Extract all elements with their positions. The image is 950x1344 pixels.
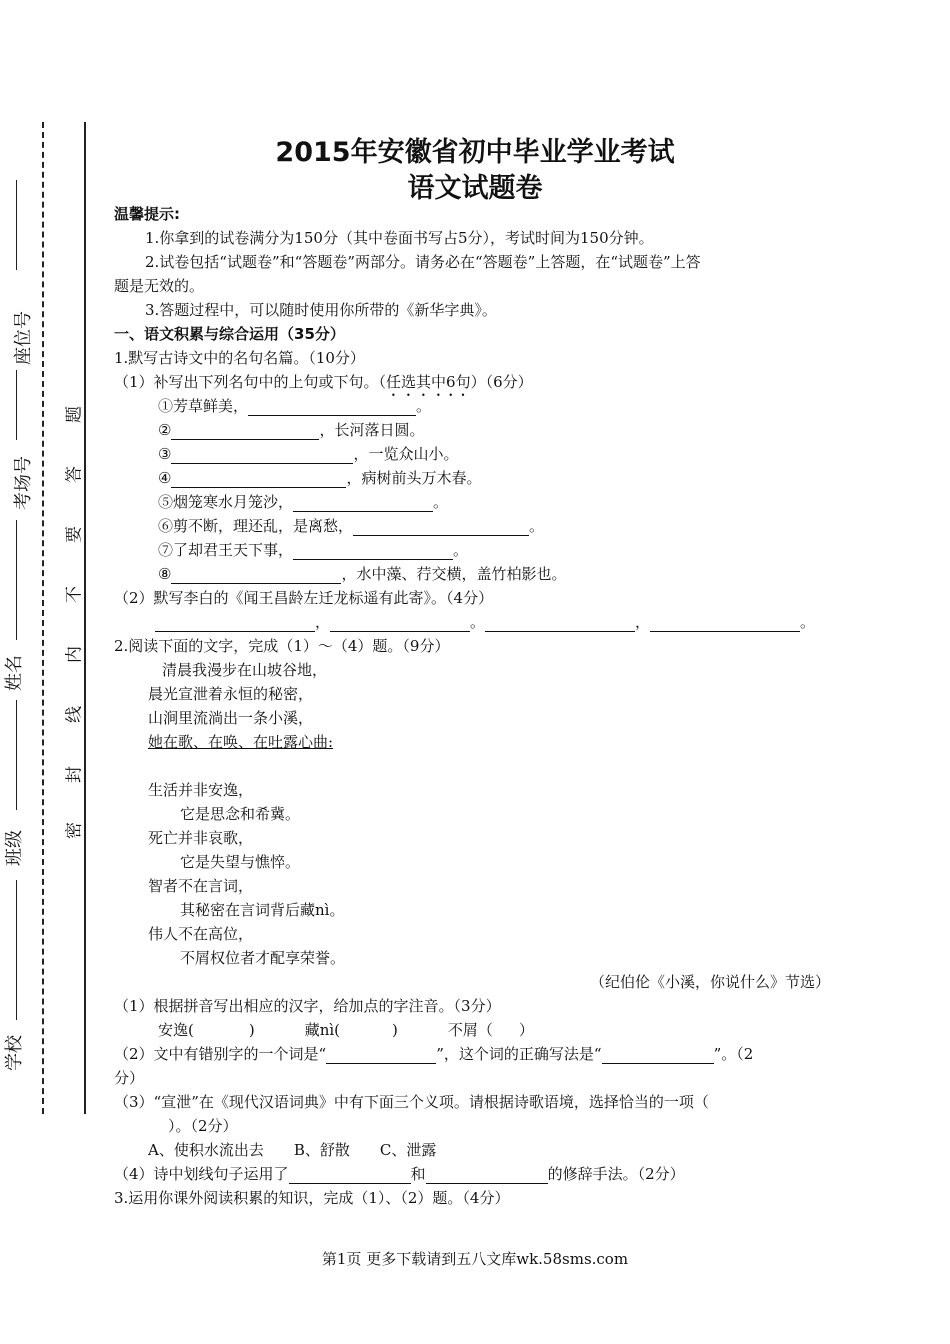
class-blank [16,700,17,810]
seal-char: 内 [64,646,85,663]
fill-line-4: ④ ，病树前头万木春。 [158,469,482,487]
tip-1: 1.你拿到的试卷满分为150分（其中卷面书写占5分），考试时间为150分钟。 [145,229,654,247]
question-2-2: （2）文中有错别字的一个词是“ ”，这个词的正确写法是“ ”。（2 [114,1045,754,1063]
answer-blank[interactable] [293,543,453,561]
name-blank [16,520,17,640]
answer-blank[interactable] [330,615,470,633]
answer-blank[interactable] [289,1167,411,1185]
poem-line: 它是失望与憔悴。 [180,853,301,871]
tip-2-cont: 题是无效的。 [114,277,205,295]
poem-line-underlined: 她在歌、在唤、在吐露心曲: [148,733,334,751]
school-label: 学校 [4,1035,25,1071]
poem-line: 死亡并非哀歌， [148,829,254,847]
class-label: 班级 [4,830,25,866]
poem-line: 其秘密在言词背后藏nì。 [180,901,345,919]
answer-blank[interactable] [248,399,416,417]
question-1: 1.默写古诗文中的名句名篇。（10分） [114,349,365,367]
question-2-3-options: A、使积水流出去 B、舒散 C、泄露 [148,1141,437,1159]
poem-line: 清晨我漫步在山坡谷地， [162,661,328,679]
seal-char: 线 [64,706,85,723]
answer-blank[interactable] [293,495,433,513]
fill-line-2: ② ，长河落日圆。 [158,421,425,439]
fold-dashed-line [42,122,44,1114]
question-2: 2.阅读下面的文字，完成（1）～（4）题。（9分） [114,637,450,655]
poem-line: 伟人不在高位， [148,925,254,943]
question-2-3-cont: ）。（2分） [168,1117,238,1135]
seal-char: 封 [64,766,85,783]
seat-label: 座位号 [13,311,34,365]
exam-title: 2015年安徽省初中毕业学业考试 [275,137,675,168]
question-2-1: （1）根据拼音写出相应的汉字，给加点的字注音。（3分） [114,997,501,1015]
answer-blank[interactable] [171,447,353,465]
poem-source: （纪伯伦《小溪，你说什么》节选） [589,973,830,991]
answer-blank[interactable] [171,471,346,489]
fill-line-5: ⑤烟笼寒水月笼沙， 。 [158,493,449,511]
fill-line-8: ⑧ ，水中藻、荇交横，盖竹柏影也。 [158,565,567,583]
tip-3: 3.答题过程中，可以随时使用你所带的《新华字典》。 [145,301,497,319]
seal-char: 答 [64,466,85,483]
fill-line-3: ③ ，一览众山小。 [158,445,459,463]
seal-char: 密 [64,822,85,839]
seal-char: 题 [64,406,85,423]
question-2-2-cont: 分） [114,1069,145,1087]
answer-blank[interactable] [485,615,635,633]
fill-line-1: ①芳草鲜美， 。 [158,397,432,415]
binding-solid-line [84,122,86,1114]
tip-2: 2.试卷包括“试题卷”和“答题卷”两部分。请务必在“答题卷”上答题，在“试题卷”上答 [145,253,701,271]
question-1-1: （1）补写出下列名句中的上句或下句。（任选其中6句）（6分） [114,373,533,391]
poem-recite-blanks: ， 。 ， 。 [155,611,815,632]
page-footer: 第1页 更多下载请到五八文库wk.58sms.com [321,1250,629,1268]
answer-blank[interactable] [353,519,529,537]
room-label: 考场号 [13,456,34,510]
answer-blank[interactable] [650,615,800,633]
question-2-3: （3）“宣泄”在《现代汉语词典》中有下面三个义项。请根据诗歌语境，选择恰当的一项（ [114,1093,709,1111]
answer-blank[interactable] [171,423,319,441]
name-label: 姓名 [4,655,25,691]
answer-blank[interactable] [326,1047,436,1065]
seal-char: 要 [64,526,85,543]
answer-blank[interactable] [171,567,341,585]
pinyin-items: 安逸( ) 藏nì( ) 不屑（ ） [158,1021,534,1039]
poem-line: 晨光宣泄着永恒的秘密， [148,685,314,703]
poem-line: 它是思念和希冀。 [180,805,301,823]
poem-line: 智者不在言词， [148,877,254,895]
answer-blank[interactable] [426,1167,548,1185]
seal-char: 不 [64,586,85,603]
fill-line-6: ⑥剪不断，理还乱，是离愁， 。 [158,517,545,535]
poem-line: 山涧里流淌出一条小溪， [148,709,314,727]
poem-line: 生活并非安逸， [148,781,254,799]
school-blank [16,880,17,1020]
section-heading: 一、语文积累与综合运用（35分） [114,325,345,343]
paper-title: 语文试题卷 [407,173,543,204]
question-2-4: （4）诗中划线句子运用了 和 的修辞手法。（2分） [114,1165,685,1183]
room-blank [16,370,17,440]
tips-heading: 温馨提示: [114,205,180,223]
fill-line-7: ⑦了却君王天下事， 。 [158,541,469,559]
poem-line: 不屑权位者才配享荣誉。 [180,949,346,967]
answer-blank[interactable] [602,1047,714,1065]
question-1-2: （2）默写李白的《闻王昌龄左迁龙标遥有此寄》。（4分） [114,589,494,607]
answer-blank[interactable] [155,615,315,633]
question-3: 3.运用你课外阅读积累的知识，完成（1）、（2）题。（4分） [114,1189,510,1207]
